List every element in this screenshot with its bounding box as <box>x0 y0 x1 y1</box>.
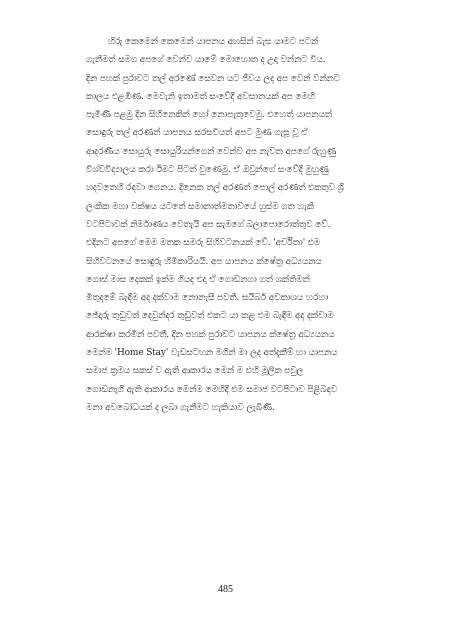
paragraph-line: හිරු කෙමෙන් කෙමෙන් යාපනය අහසින් බැස යාමට පටන් <box>108 37 319 47</box>
paragraph-line: ලංකික මහා වක්ෂය යටතේ සමානාත්මතාවයේ හුස්ම ගත හැකි <box>86 201 314 212</box>
paragraph-line: සිහිවටනයේ සොඳුරු හිමිකාරියයි. අප යාපනය ක්ෂේත්‍ර අධ්‍යයනය <box>86 256 322 267</box>
paragraph-line: මිතුදමේ බැඳීම අද දක්වාම නොනැසී පවතී. සයිබර් අවකාශය හරහා <box>86 293 329 304</box>
paragraph-line: ගැනීමත් සමග අපගේ වෙන්ව යාමේ මොහොත ද උදා වන්නට විය. <box>86 55 326 66</box>
paragraph-line: හදවතෙහි රඳවා ගෙනය. දිනෙක තල් අරණත් පොල් අරණත් එකතුව ශ්‍රී <box>86 183 344 194</box>
paragraph-line: මෙන්ම 'Home Stay' වැඩසටහන මගින් මා ලද අත්දැකීම් හා යාපනය <box>86 348 338 359</box>
paragraph-line: ගොඩනැගී ඇති ආකාරය මෙන්ම මෙහිදී එම සමාජ වටපිටාව පිළිබඳව <box>86 384 338 395</box>
paragraph-line: කාලය එළඹිණ. මෙවැනි ඉතාමත් සංවේදී අවසානයක් අප මෙහි <box>86 91 315 102</box>
paragraph-line: ගොස් මාස දෙකක් ඉක්ම ගියද එදා ඒ ගොඩනගා ගත් ශක්තිමත් <box>86 274 310 285</box>
page-number: 485 <box>218 584 233 595</box>
paragraph-line: ආරක්ෂා කරමින් පවතී. දින පහක් පුරාවට යාපනය ක්ෂේත්‍ර අධ්‍යයනය <box>86 329 335 340</box>
paragraph-line: මනා අවබෝධයක් ද ලබා ගැනීමට හැකියාව ලැබිණි. <box>86 402 275 413</box>
paragraph-line: වටපිටාවක් නිර්මාණය වෙතැයි අප සැමගේ බලාපොරොත්තුව වේ. <box>86 219 331 230</box>
paragraph-line: දින පහක් පුරාවට තල් අරණේ සෙවන යට ජීවය ලද අප වෙන් වන්නට <box>86 73 340 84</box>
paragraph-line: සමාජ ක්‍රමය සකස් ව ඇති ආකාරය මෙන් ම එහි මූලික පවුල <box>86 366 304 377</box>
paragraph-line: විශ්වවිද්‍යාලය කරා ඊමට පිටත් වුණෙමු. ඒ ඔවුන්ගේ සංවේදී මුහුණු <box>86 165 329 176</box>
paragraph-line: පැමිණි පළමු දින සිහිනෙකින් හෝ නොපැතුවෙමු. එහෙත් යාපනයත් <box>86 110 332 121</box>
body-paragraph <box>86 33 367 417</box>
paragraph-line: ආදරණීය සොයුරු සොයුරියන්ගෙන් වෙන්ව අප නැවත අපගේ රුහුණු <box>86 146 337 157</box>
paragraph-line: සොඳුරු තල් අරණත් යාපනය සරසවියත් අපට මුණ ගැසූ වූ ඒ <box>86 128 308 139</box>
paragraph-line: එදිනට අපගේ මෙම මතක සමරු සිහිවටනයක් වේ. 'අර්චිතා' එම <box>86 238 321 249</box>
paragraph-line: ජේද්‍රුරු තුඩුවත් දෙවුන්දර තුඩුවත් එකට යා කළ එම බැඳීම අද දක්වාම <box>86 311 334 322</box>
